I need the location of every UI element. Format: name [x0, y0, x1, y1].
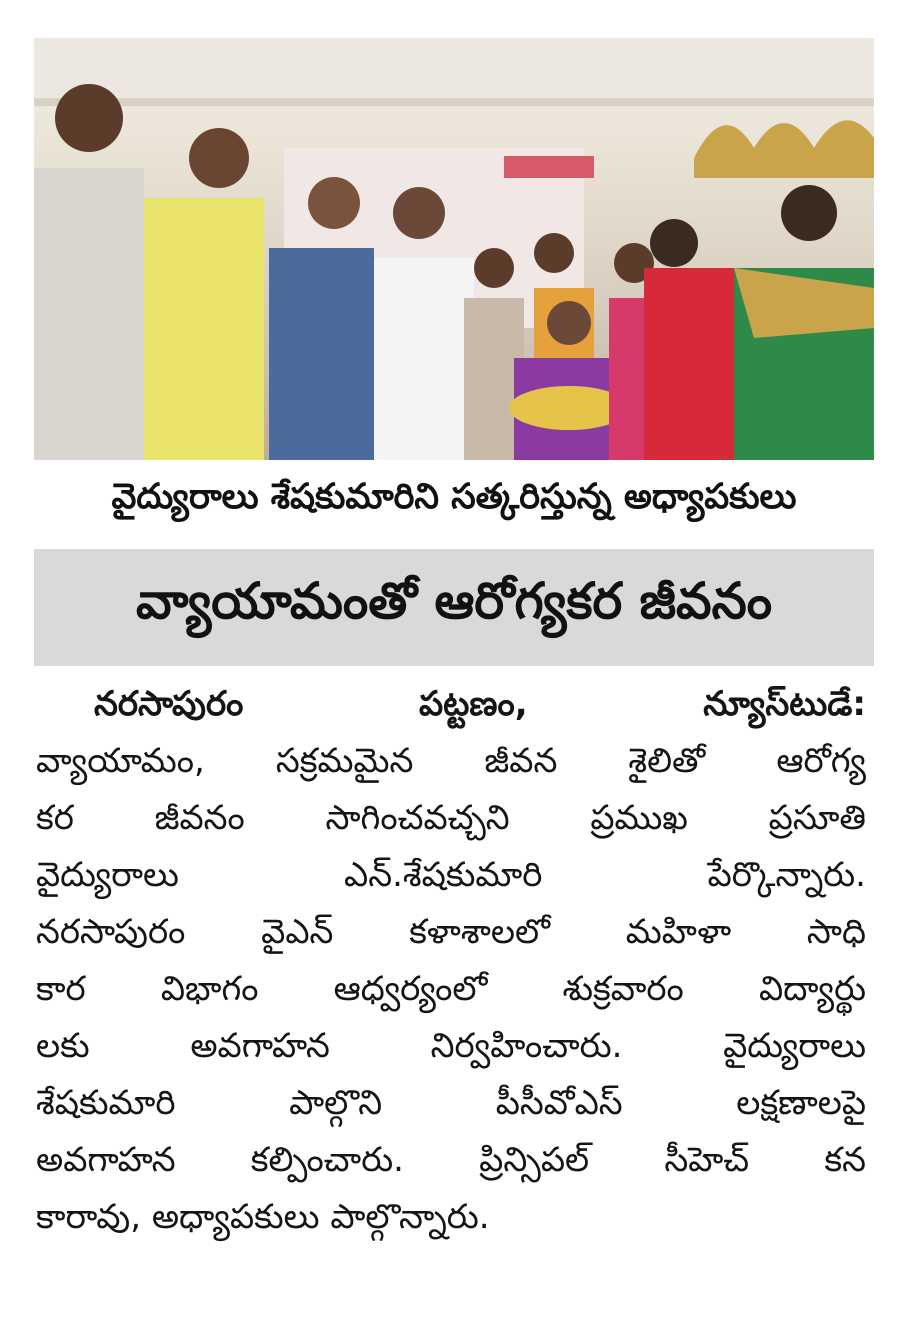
article-body [36, 676, 866, 1246]
body-line: శేషకుమారి పాల్గొని పీసీవోఎస్ లక్షణాలపై [36, 1083, 866, 1123]
photo-caption: వైద్యురాలు శేషకుమారిని సత్కరిస్తున్న అధ్యాపకులు [111, 477, 797, 517]
dateline: నరసాపురం పట్టణం, న్యూస్‌టుడే: [94, 684, 866, 724]
body-line: వ్యాయామం, సక్రమమైన జీవన శైలితో ఆరోగ్య [36, 741, 866, 781]
body-line: నరసాపురం వైఎన్ కళాశాలలో మహిళా సాధి [36, 912, 866, 952]
body-line: వైద్యురాలు ఎన్.శేషకుమారి పేర్కొన్నారు. [36, 855, 866, 895]
body-line: కార విభాగం ఆధ్వర్యంలో శుక్రవారం విద్యార్థు [36, 969, 866, 1009]
felicitation-photo [34, 38, 874, 460]
news-photo [34, 38, 874, 460]
body-line: అవగాహన కల్పించారు. ప్రిన్సిపల్ సీహెచ్ కన [36, 1140, 866, 1180]
body-line: కారావు, అధ్యాపకులు పాల్గొన్నారు. [36, 1197, 490, 1237]
body-line: లకు అవగాహన నిర్వహించారు. వైద్యురాలు [36, 1026, 866, 1066]
article-headline: వ్యాయామంతో ఆరోగ్యకర జీవనం [34, 549, 874, 666]
body-line: కర జీవనం సాగించవచ్చని ప్రముఖ ప్రసూతి [36, 798, 866, 838]
